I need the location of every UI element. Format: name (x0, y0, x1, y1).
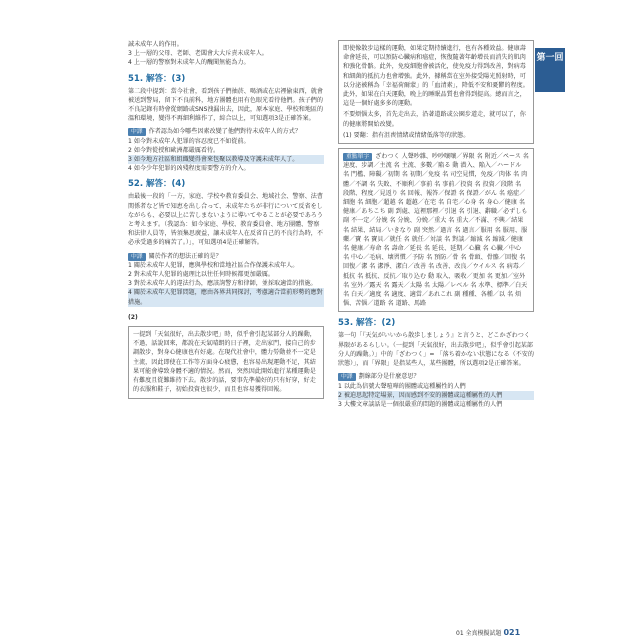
q53-answer: 53. 解答：(2) (338, 318, 396, 329)
passage-right-text: 即使像散步這樣的運動，如果定期持續進行，也有各種效益。健康壽命會延長，可以預防心臟病和癌症，恢復隨著年齡增長而消失的肌肉和強化骨骼。此外，免疫細胞會被活化，使免疫力得到改善，對病毒和細菌的抵抗力也會增強。此外，據稱當在室外接受陽光照射時，可以分泌被稱為「幸福荷爾蒙」的「血清素」，降低不安和憂鬱的程度。此外，如果在白天運動，晚上的睡眠品質也會得到提高。總而言之，這是一個好處多多的運動。 (343, 45, 529, 108)
q51-option-3: 3 如今地方社區和組織變得會來包聚以教導及守護未成年人了。 (128, 155, 324, 164)
q51-option-1: 1 如今對未成年人犯罪的容忍度已不如從前。 (128, 137, 250, 145)
chapter-side-tab: 第一回 (535, 48, 565, 92)
q51-answer: 51. 解答：(3) (128, 73, 186, 84)
footer-label: 01 全真模擬試題 (456, 630, 502, 637)
right-column (338, 40, 534, 409)
q51-trans-tag: 中譯 (128, 128, 146, 136)
intro-line-1: 誠未成年人的作用。 (128, 41, 183, 48)
q53-option-2: 2 被迫思起特定場景，因而感到不安的團體或這種屬性的人們 (338, 391, 534, 400)
q53-option-1: 1 以此為信號大聲喧嘩的團體或這種屬性的人們 (338, 382, 466, 390)
q51-body: 第二段中提到：當今社會，看到孩子們抽菸、喝酒或在店裡偷東西，就會被送到警局，留下不良前科，地方團體也用有色眼光看待他們。孩子們的不良記錄有時會從網路或SNS洩漏出去，因此，原本家庭、學校和地區的溫和環境，變得不再細利維作了，綜合以上，可知選項3是正確答案。 (128, 87, 324, 123)
intro-line-2: 3 上一層的父母、老師、老闆會大大斥責未成年人。 (128, 50, 268, 58)
left-column (128, 40, 324, 399)
q52-question-text: 關於作者的想法正確的是？ (148, 252, 222, 260)
q52-body: 由最後一段的「一方，家庭、学校や教育委員会、地域社会、警察、法曹関係者など皆で知恵を出し合って、未成年たちが非行について反省をしながらも、必要以上に苦しまないように導いてやることが必要であろうと考えます。（我認為：如今家庭、學校、教育委員會、地方團體、警察和法律人員等，皆須集思廣益，讓未成年人在反省自己的不良行為時，不必承受過多的痛苦了。）」，可知選項4是正確解答。 (128, 193, 323, 247)
q52-option-2: 2 對未成年人犯罪的處理比以往任何時候都更加嚴厲。 (128, 271, 274, 279)
page-footer (456, 628, 520, 637)
page-number: 021 (503, 628, 521, 637)
q53-trans-tag: 中譯 (338, 373, 356, 381)
q51-option-2: 2 如今對從授和歐洲都嚴厲看待。 (128, 146, 220, 154)
q53-question-text: 劃線部分是什麼意思？ (358, 373, 420, 381)
section-2-label: (2) (128, 313, 138, 321)
passage-right-end: 不要烦惱太多，首先走出去，沿著道路或公園步道走，就可以了，你的健康將開始改變。 (343, 111, 526, 128)
q52-question (128, 252, 324, 261)
passage-note: (1) 要翻：指有沮喪情緒或情緒低落等的狀態。 (343, 131, 470, 139)
q51-question-text: 作者認為如今哪些因素改變了他們對待未成年人的方式？ (148, 128, 301, 136)
vocab-box (338, 148, 534, 312)
passage-left-text: 一提到「天氣很好，出去散步吧」時，似乎會引起某部分人的躁動，不過，話說回來，都說在天氣晴朗的日子裡，走出家門，接自己的步調散步，對身心健康也有好處。在現代社會中，體力勞動並不一定是主流，因此即使在工作等方面身心疲憊，也容易出現運動不足，其結果可能會導致身體不適的情況。然而，突然因此開始進行某種運動是有難度且從難維持下去。散步的話，要事先準備好的只有好穿，好走的衣服和鞋子，初始投資也很少，而且也容易獲得回報。 (133, 331, 316, 394)
q51-question (128, 127, 324, 136)
q53-option-3: 3 大樓文章談話是一個很嚴重的問題的團體或這種屬性的人們 (338, 400, 503, 408)
q52-answer: 52. 解答：(4) (128, 179, 186, 190)
q52-trans-tag: 中譯 (128, 253, 146, 261)
q52-option-3: 3 對於未成年人的違法行為，應該詢警方和律師，並採取適當的措施。 (128, 280, 317, 288)
page (120, 40, 540, 620)
passage-box-left (128, 326, 324, 398)
vocab-list: ざわつく 人聲吵雜、吵吵嚷嚷／界限 名 附近／ペース 名 速度、步調／主流 名 主流、多數／陥る 動 潜入、陥入／ハードル 名 門檻、障礙／初期 名 初期／免疫 名 司空見慣，免疫／肉体 名 肉體／不調 名 失敗、不順利／事前 名 事前／投資 名 投資／段階 名 段階、程度／見返り 名 回報、報答／保證 名 保證／がん 名 癌症／細胞 名 細胞／超越 名 超越／在宅 名 自宅／心身 名 身心／健康 名 健康／あちこち 副 到處、這裡那裡／引退 名 引退、辭職／必ずしも 副 不一定／分娩 名 分娩、分娩／重大 名 重大／不滿、不興／結果 名 結果、結局／いきなり 副 突然／過言 名 過言／服用 名 服用、服藥／寶 名 寶貝／就任 名 就任／対談 名 對談／縮減 名 縮減／健康 名 健康／寿命 名 壽命／延長 名 延長、延期／心臓 名 心臟／中心 名 中心／毛病、壊習慣／予防 名 預防／骨 名 骨頭、骨骼／回復 名 回復／潔 名 潔淨、潔白／改善 名 改善、改良／ウイルス 名 病毒／抵抗 名 抵抗、反抗／取り込む 動 取入、吸收／更加 名 更加／室外 名 室外／露天 名 露天／太陽 名 太陽／レベル 名 水準、標準／白天 名 白天／適度 名 適度、適當／あれこれ 副 種種、各種／以 名 煩惱、苦惱／道路 名 道路、馬路 (343, 153, 529, 308)
q52-option-4: 4 關於未成年人犯罪問題，應由各界共同探討，考慮適合當前形勢的應對措施。 (128, 289, 323, 306)
q52-option-1: 1 關於未成年人犯罪，應與學校和當地社區合作保護未成年人。 (128, 261, 299, 269)
passage-box-right (338, 40, 534, 144)
q53-question (338, 372, 534, 381)
intro-line-3: 4 上一層的警察對未成年人的醜聞無能為力。 (128, 59, 250, 67)
q53-body: 第一句「『天気がいいから散歩しましょう』と言うと、どこかざわつく界限があるらしい。（一提到「天氣很好，出去散步吧」，似乎會引起某部分人的躁動。）」中的「ざわつく」= 「落ち着かない状態になる（不安的狀態）」，而「界限」是指某些人，某些團體，所以選項2是正確答案。 (338, 332, 534, 368)
q51-option-4: 4 如今少年犯罪的凶殘程度需要警方的介入。 (128, 165, 250, 173)
vocab-tag: 重點單字 (343, 153, 372, 161)
